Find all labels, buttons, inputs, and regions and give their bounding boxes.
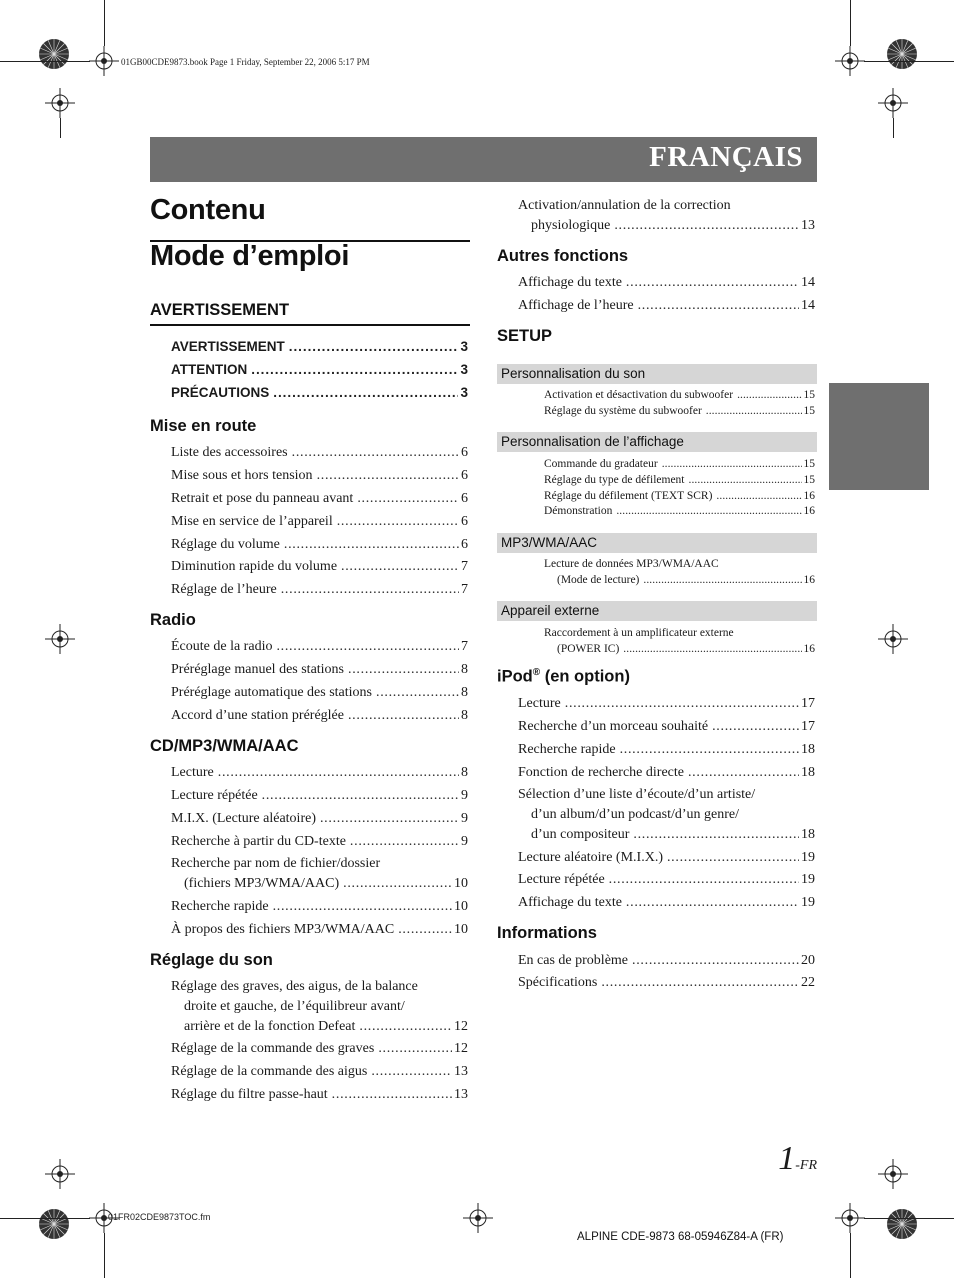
toc-entry[interactable]: (fichiers MP3/WMA/AAC) . . . 10	[184, 876, 468, 892]
subsection-bar: Personnalisation de l’affichage	[497, 432, 817, 452]
crosshair-mark	[45, 624, 75, 654]
registration-star-mark	[886, 38, 918, 70]
crosshair-mark	[878, 1159, 908, 1189]
toc-entry[interactable]: Réglage du volume . . . 6	[171, 537, 468, 553]
toc-entry[interactable]: Liste des accessoires . . . 6	[171, 445, 468, 461]
toc-entry[interactable]: ATTENTION . . . 3	[171, 362, 468, 377]
section-setup: SETUP	[497, 327, 553, 345]
toc-entry-line[interactable]: Lecture de données MP3/WMA/AAC	[544, 558, 719, 570]
registration-star-mark	[38, 38, 70, 70]
crosshair-mark	[463, 1203, 493, 1233]
language-banner	[150, 137, 817, 182]
crop-line	[60, 118, 61, 138]
toc-entry-line[interactable]: d’un album/d’un podcast/d’un genre/	[531, 807, 740, 822]
toc-entry[interactable]: Réglage de l’heure . . . 7	[171, 582, 468, 598]
crop-line	[104, 0, 105, 46]
crosshair-mark	[878, 624, 908, 654]
toc-entry-line[interactable]: Activation/annulation de la correction	[518, 198, 731, 213]
toc-entry[interactable]: Réglage du système du subwoofer . . . 15	[544, 405, 815, 417]
toc-entry[interactable]: Réglage du filtre passe-haut . . . 13	[171, 1087, 468, 1103]
crop-line	[0, 1218, 90, 1219]
crosshair-mark	[45, 88, 75, 118]
toc-entry[interactable]: Réglage de la commande des graves . . . 12	[171, 1041, 468, 1057]
crop-line	[0, 61, 90, 62]
toc-entry[interactable]: Recherche rapide . . . 10	[171, 899, 468, 915]
subsection-bar: MP3/WMA/AAC	[497, 533, 817, 553]
toc-entry[interactable]: (Mode de lecture) . . . 16	[557, 574, 815, 586]
toc-entry-line[interactable]: Raccordement à un amplificateur externe	[544, 627, 734, 639]
toc-entry[interactable]: Mise en service de l’appareil . . . 6	[171, 514, 468, 530]
banner-title: FRANÇAIS	[649, 141, 803, 173]
toc-entry[interactable]: Activation et désactivation du subwoofer . . . 15	[544, 389, 815, 401]
toc-entry[interactable]: Affichage de l’heure . . . 14	[518, 298, 815, 314]
toc-entry[interactable]: PRÉCAUTIONS . . . 3	[171, 385, 468, 400]
section-autres-fonctions: Autres fonctions	[497, 247, 629, 265]
page-number: 1-FR	[778, 1140, 817, 1177]
toc-entry[interactable]: Réglage de la commande des aigus . . . 13	[171, 1064, 468, 1080]
toc-entry[interactable]: Diminution rapide du volume . . . 7	[171, 559, 468, 575]
section-reglage-son: Réglage du son	[150, 951, 273, 969]
toc-entry[interactable]: Démonstration . . . 16	[544, 505, 815, 517]
contents-title: Contenu	[150, 194, 266, 226]
crosshair-mark	[45, 1159, 75, 1189]
crosshair-mark	[89, 46, 119, 76]
toc-entry[interactable]: (POWER IC) . . . 16	[557, 643, 815, 655]
footer-file-name: 01FR02CDE9873TOC.fm	[108, 1212, 211, 1222]
toc-entry-line[interactable]: droite et gauche, de l’équilibreur avant/	[184, 999, 405, 1014]
toc-entry[interactable]: Préréglage automatique des stations . . . 8	[171, 685, 468, 701]
toc-entry[interactable]: physiologique . . . 13	[531, 218, 815, 234]
toc-entry[interactable]: Lecture répétée . . . 9	[171, 788, 468, 804]
subsection-bar: Appareil externe	[497, 601, 817, 621]
section-cd: CD/MP3/WMA/AAC	[150, 737, 299, 755]
crosshair-mark	[878, 88, 908, 118]
section-mise-en-route: Mise en route	[150, 417, 257, 435]
section-ipod: iPod® (en option)	[497, 667, 630, 686]
toc-entry[interactable]: En cas de problème . . . 20	[518, 953, 815, 969]
toc-entry-line[interactable]: Réglage des graves, des aigus, de la balance	[171, 979, 418, 994]
toc-entry[interactable]: Retrait et pose du panneau avant . . . 6	[171, 491, 468, 507]
crop-line	[864, 61, 954, 62]
section-rule	[150, 324, 470, 326]
toc-entry[interactable]: arrière et de la fonction Defeat . . . 12	[184, 1019, 468, 1035]
crop-line	[864, 1218, 954, 1219]
crop-line	[104, 1233, 105, 1278]
subsection-bar: Personnalisation du son	[497, 364, 817, 384]
toc-entry[interactable]: AVERTISSEMENT . . . 3	[171, 339, 468, 354]
toc-entry[interactable]: Recherche d’un morceau souhaité . . . 17	[518, 719, 815, 735]
toc-entry[interactable]: Accord d’une station préréglée . . . 8	[171, 708, 468, 724]
footer-model: ALPINE CDE-9873 68-05946Z84-A (FR)	[577, 1231, 784, 1243]
crosshair-mark	[835, 46, 865, 76]
section-avertissement: AVERTISSEMENT	[150, 301, 290, 319]
registration-star-mark	[38, 1208, 70, 1240]
toc-entry[interactable]: Spécifications . . . 22	[518, 975, 815, 991]
toc-entry[interactable]: À propos des fichiers MP3/WMA/AAC . . . 10	[171, 922, 468, 938]
toc-entry[interactable]: Commande du gradateur . . . 15	[544, 458, 815, 470]
crop-line	[893, 118, 894, 138]
toc-entry[interactable]: Affichage du texte . . . 19	[518, 895, 815, 911]
page-suffix: -FR	[795, 1158, 817, 1173]
toc-entry[interactable]: Recherche à partir du CD-texte . . . 9	[171, 834, 468, 850]
crop-line	[850, 1233, 851, 1278]
toc-entry[interactable]: Préréglage manuel des stations . . . 8	[171, 662, 468, 678]
side-tab	[829, 383, 929, 490]
toc-entry[interactable]: M.I.X. (Lecture aléatoire) . . . 9	[171, 811, 468, 827]
crop-line	[850, 0, 851, 46]
section-informations: Informations	[497, 924, 597, 942]
toc-entry[interactable]: Réglage du type de défilement . . . 15	[544, 474, 815, 486]
toc-entry-line[interactable]: Sélection d’une liste d’écoute/d’un artiste/	[518, 787, 756, 802]
toc-entry-line[interactable]: Recherche par nom de fichier/dossier	[171, 856, 381, 871]
toc-entry[interactable]: Lecture . . . 8	[171, 765, 468, 781]
crosshair-mark	[835, 1203, 865, 1233]
toc-entry[interactable]: d’un compositeur . . . 18	[531, 827, 815, 843]
toc-entry[interactable]: Réglage du défilement (TEXT SCR) . . . 16	[544, 490, 815, 502]
mode-emploi-title: Mode d’emploi	[150, 240, 350, 272]
toc-entry[interactable]: Écoute de la radio . . . 7	[171, 639, 468, 655]
registration-star-mark	[886, 1208, 918, 1240]
toc-entry[interactable]: Affichage du texte . . . 14	[518, 275, 815, 291]
book-info-line: 01GB00CDE9873.book Page 1 Friday, September 22, 2006 5:17 PM	[121, 57, 370, 67]
toc-entry[interactable]: Lecture répétée . . . 19	[518, 872, 815, 888]
toc-entry[interactable]: Fonction de recherche directe . . . 18	[518, 765, 815, 781]
toc-entry[interactable]: Lecture aléatoire (M.I.X.) . . . 19	[518, 850, 815, 866]
toc-entry[interactable]: Mise sous et hors tension . . . 6	[171, 468, 468, 484]
toc-entry[interactable]: Lecture . . . 17	[518, 696, 815, 712]
section-radio: Radio	[150, 611, 196, 629]
toc-entry[interactable]: Recherche rapide . . . 18	[518, 742, 815, 758]
